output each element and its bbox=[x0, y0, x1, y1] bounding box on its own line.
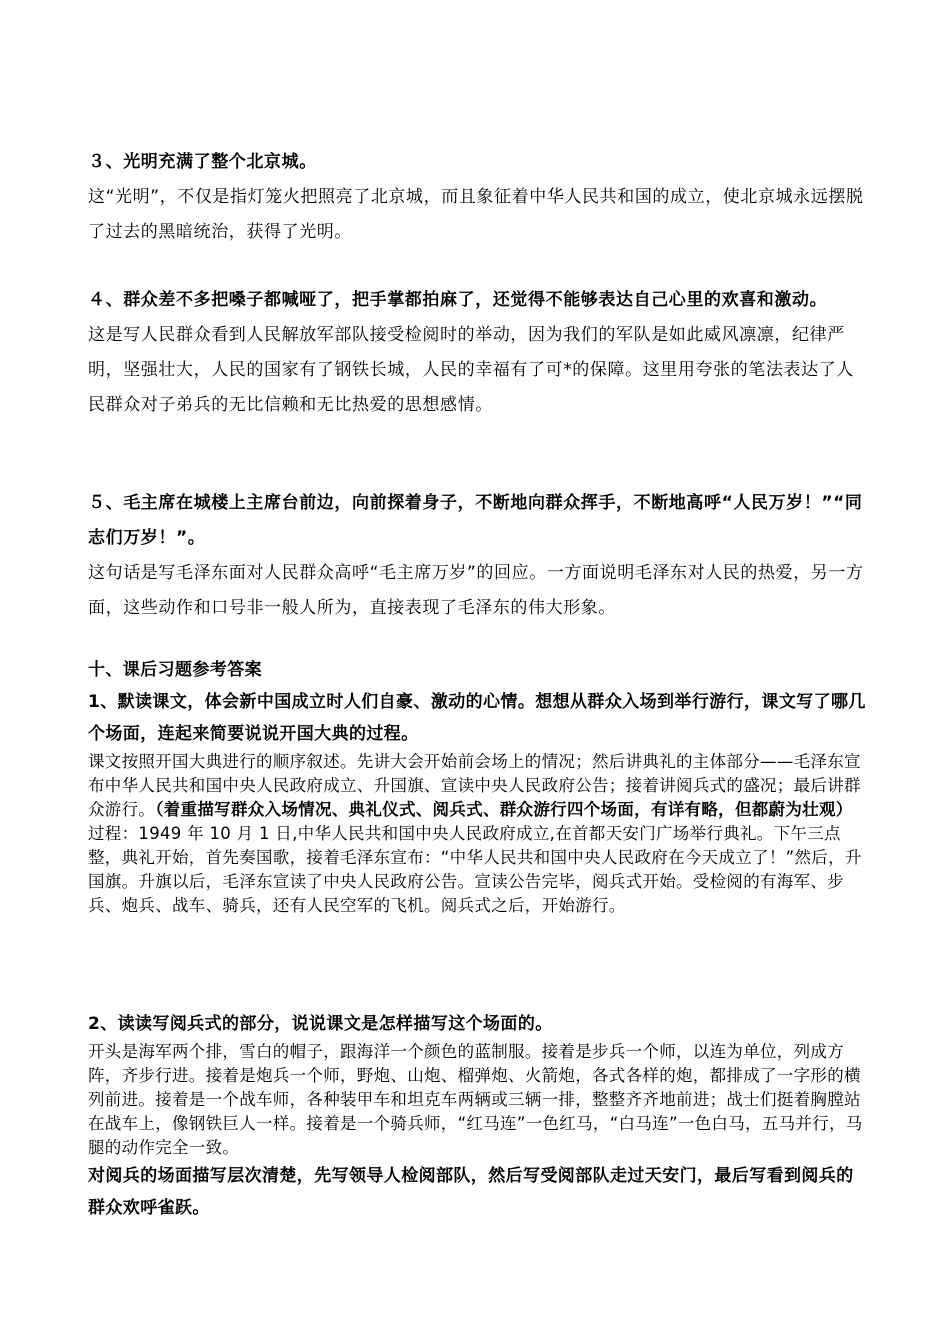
exercise-1-process: 过程：1949 年 10 月 1 日,中华人民共和国中央人民政府成立,在首都天安门广场举行典礼。下午三点整，典礼开始，首先奏国歌，接着毛泽东宣布：“中华人民共和国中央人民政府在今天成立了！”然后，升国旗。升旗以后，毛泽东宣读了中央人民政府公告。宣读公告完毕，阅兵式开始。受检阅的有海军、步兵、炮兵、战车、骑兵，还有人民空军的飞机。阅兵式之后，开始游行。 bbox=[88, 824, 862, 915]
item-5-body: 这句话是写毛泽东面对人民群众高呼“毛主席万岁”的回应。一方面说明毛泽东对人民的热爱，另一方面，这些动作和口号非一般人所为，直接表现了毛泽东的伟大形象。 bbox=[88, 563, 864, 618]
section-title: 十、课后习题参考答案 bbox=[88, 660, 262, 680]
item-3-body: 这“光明”，不仅是指灯笼火把照亮了北京城，而且象征着中华人民共和国的成立，使北京城永远摆脱了过去的黑暗统治，获得了光明。 bbox=[88, 187, 864, 242]
exercise-2 bbox=[88, 1008, 868, 1224]
item-3 bbox=[88, 145, 868, 250]
exercise-1-answer bbox=[88, 750, 868, 822]
exercise-2-answer: 开头是海军两个排，雪白的帽子，跟海洋一个颜色的蓝制服。接着是步兵一个师，以连为单位，列成方阵，齐步行进。接着是炮兵一个师，野炮、山炮、榴弹炮、火箭炮，各式各样的炮，都排成了一字形的横列前进。接着是一个战车师，各种装甲车和坦克车两辆或三辆一排，整整齐齐地前进；战士们挺着胸膛站在战车上，像钢铁巨人一样。接着是一个骑兵师，“红马连”一色红马，“白马连”一色白马，五马并行，马腿的动作完全一致。 bbox=[88, 1042, 863, 1157]
exercise-1-answer-emphasis: （着重描写群众入场情况、典礼仪式、阅兵式、群众游行四个场面，有详有略，但都蔚为壮观） bbox=[155, 800, 853, 819]
exercise-2-question: 2、读读写阅兵式的部分，说说课文是怎样描写这个场面的。 bbox=[88, 1014, 553, 1034]
answers-section bbox=[88, 654, 868, 918]
item-4 bbox=[88, 283, 868, 423]
item-5 bbox=[88, 486, 868, 626]
item-4-heading: ４、群众差不多把嗓子都喊哑了，把手掌都拍麻了，还觉得不能够表达自己心里的欢喜和激动。 bbox=[88, 290, 828, 310]
exercise-2-summary: 对阅兵的场面描写层次清楚，先写领导人检阅部队，然后写受阅部队走过天安门，最后写看到阅兵的群众欢呼雀跃。 bbox=[88, 1166, 854, 1218]
exercise-1-question: 1、默读课文，体会新中国成立时人们自豪、激动的心情。想想从群众入场到举行游行，课文写了哪几个场面，连起来简要说说开国大典的过程。 bbox=[88, 692, 866, 744]
exercise-1-answer-text: 课文按照开国大典进行的顺序叙述。先讲大会开始前会场上的情况；然后讲典礼的主体部分——毛泽东宣布中华人民共和国中央人民政府成立、升国旗、宣读中央人民政府公告；接着讲阅兵式的盛况；最后讲群众游行。 bbox=[88, 752, 861, 819]
item-3-heading: ３、光明充满了整个北京城。 bbox=[88, 152, 317, 172]
item-5-heading: ５、毛主席在城楼上主席台前边，向前探着身子，不断地向群众挥手，不断地高呼“人民万岁！”“同志们万岁！”。 bbox=[88, 493, 863, 548]
item-4-body: 这是写人民群众看到人民解放军部队接受检阅时的举动，因为我们的军队是如此威风凛凛，纪律严明，坚强壮大，人民的国家有了钢铁长城，人民的幸福有了可*的保障。这里用夸张的笔法表达了人民群众对子弟兵的无比信赖和无比热爱的思想感情。 bbox=[88, 325, 854, 415]
